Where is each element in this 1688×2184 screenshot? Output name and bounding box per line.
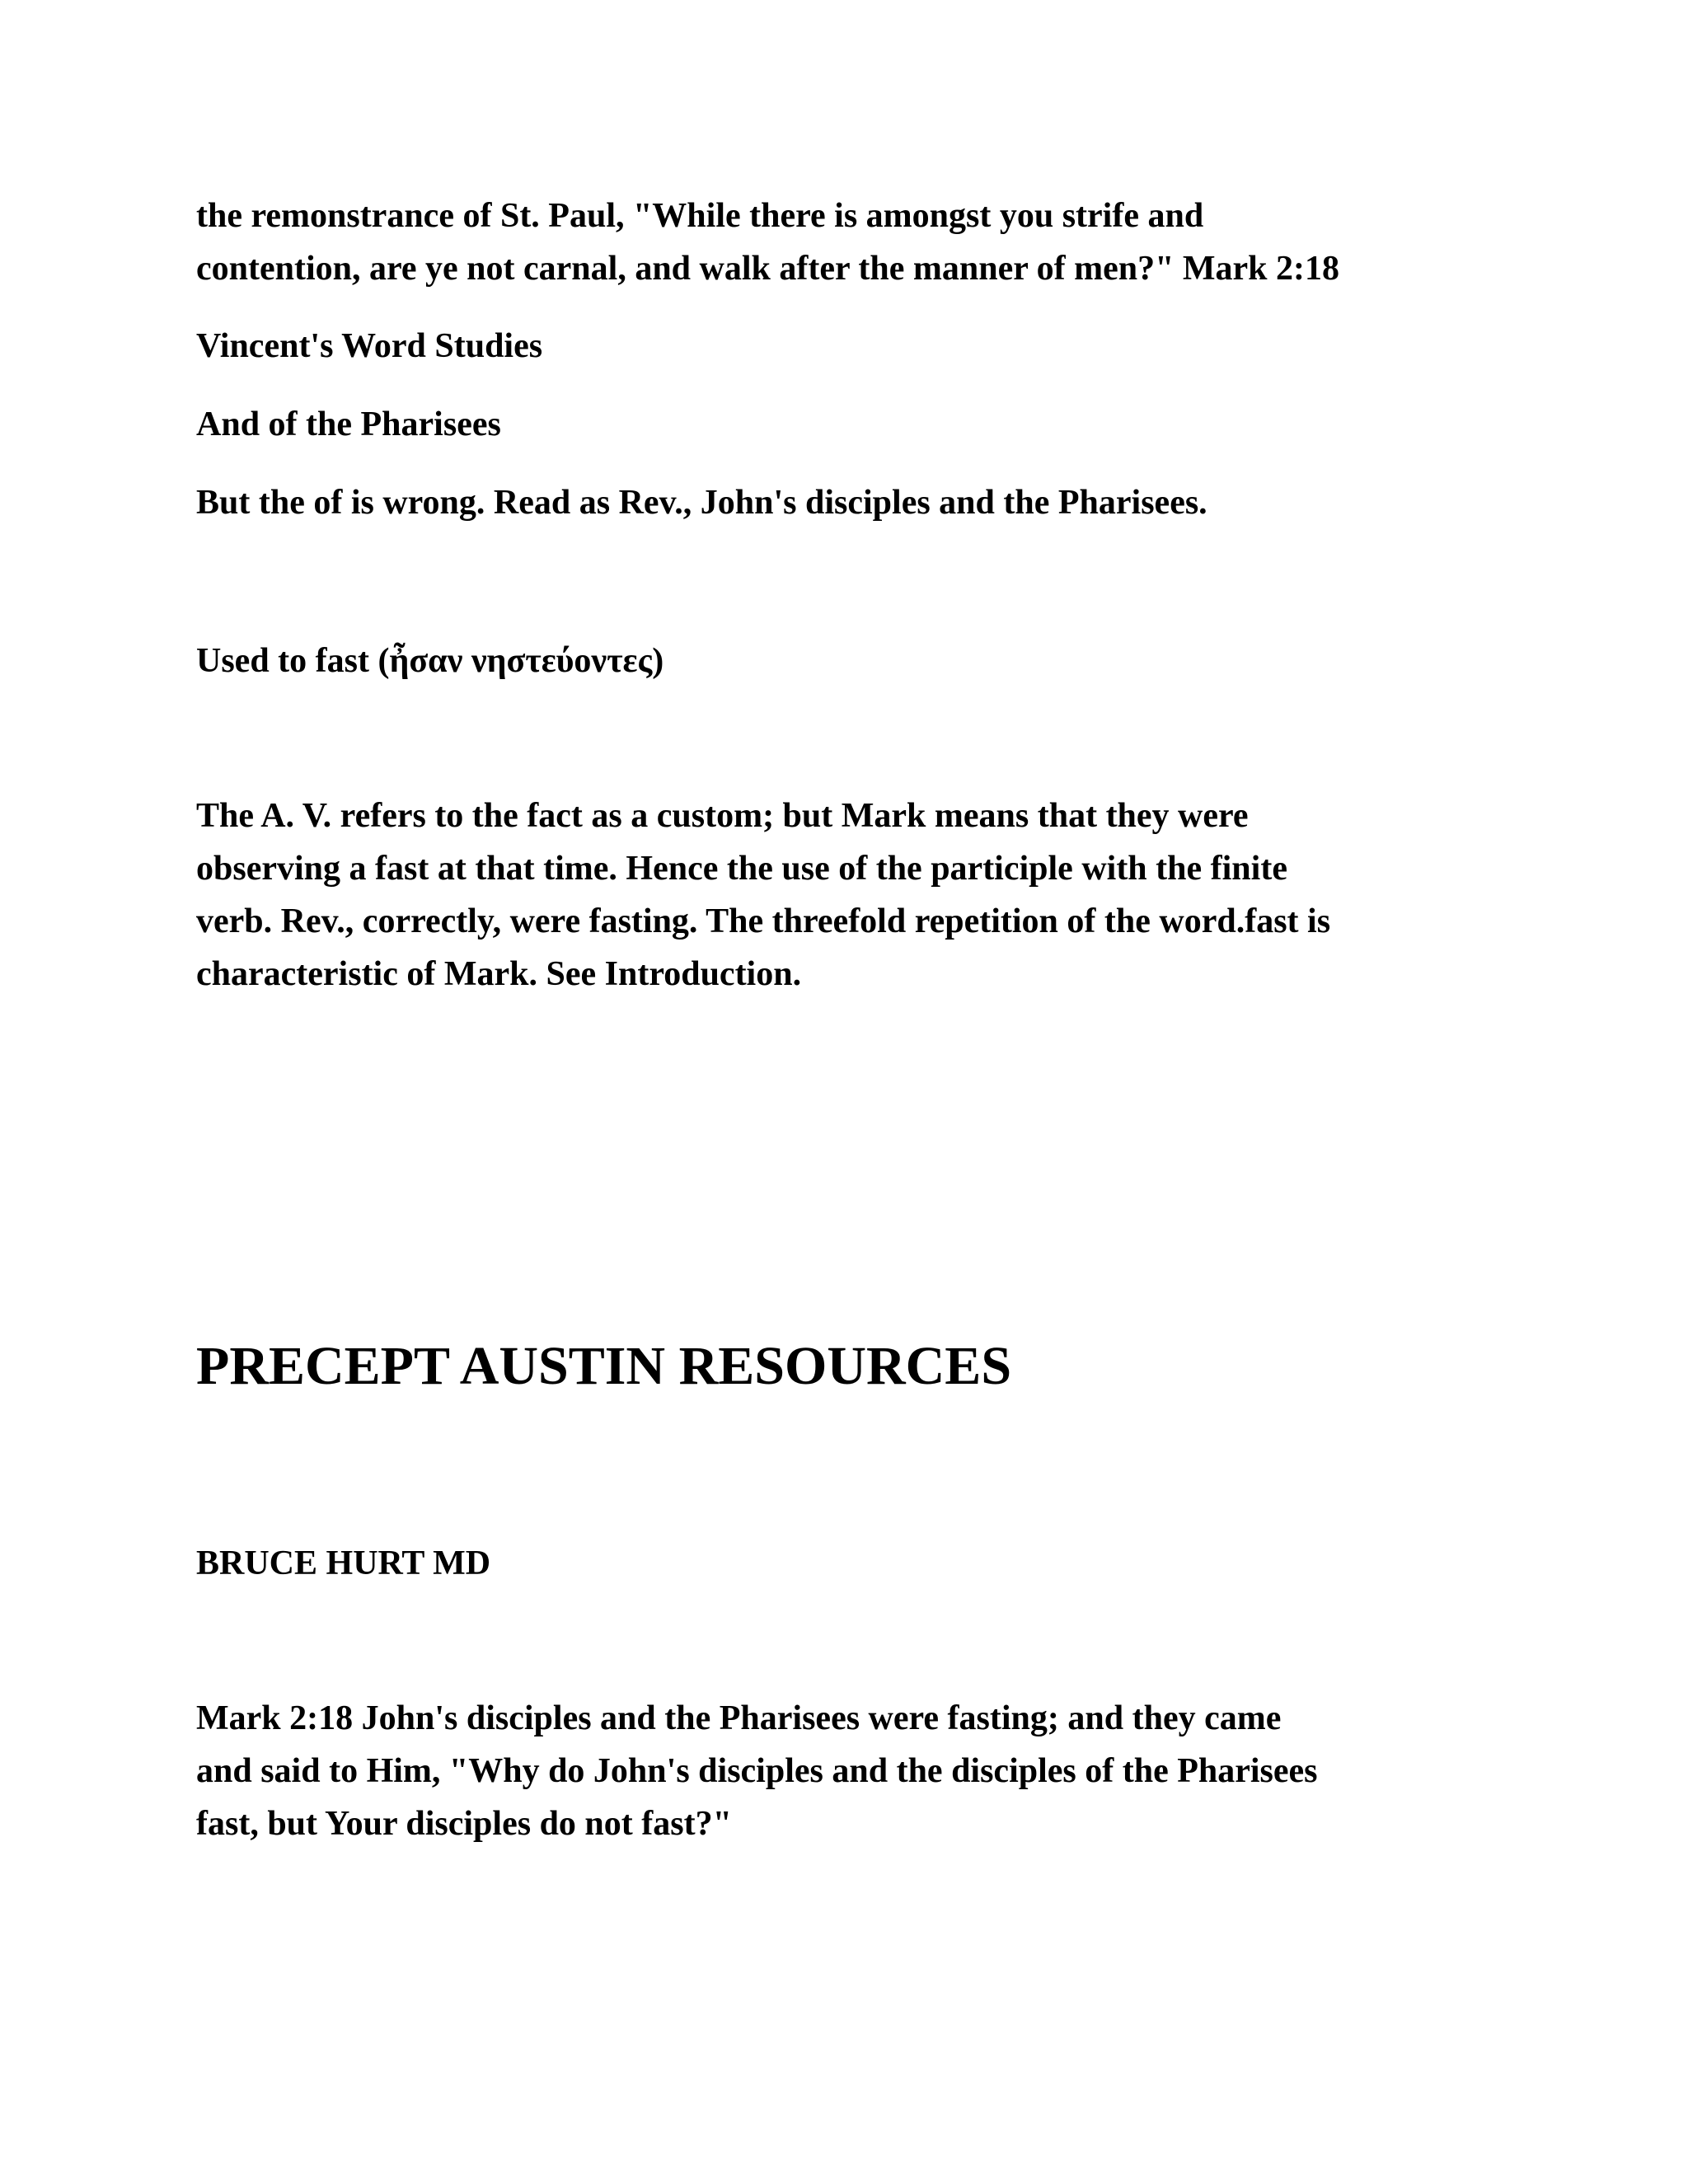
- paragraph-verse: [196, 1692, 1482, 1850]
- text-line: verb. Rev., correctly, were fasting. The threefold repetition of the word.fast is: [196, 902, 1331, 940]
- author-name: BRUCE HURT MD: [196, 1544, 491, 1582]
- text-line: the remonstrance of St. Paul, "While there is amongst you strife and: [196, 197, 1204, 235]
- used-to-fast-heading: Used to fast (ἦσαν νηστεύοντες): [196, 642, 664, 680]
- text-line: characteristic of Mark. See Introduction.: [196, 955, 802, 993]
- phrase-heading: And of the Pharisees: [196, 405, 501, 443]
- text-line: Mark 2:18 John's disciples and the Pharisees were fasting; and they came: [196, 1699, 1282, 1737]
- text-line: fast, but Your disciples do not fast?": [196, 1805, 732, 1843]
- paragraph-av-note: [196, 790, 1482, 1001]
- source-title: Vincent's Word Studies: [196, 327, 543, 365]
- text-line: and said to Him, "Why do John's disciples and the disciples of the Pharisees: [196, 1752, 1318, 1790]
- phrase-note: But the of is wrong. Read as Rev., John's disciples and the Pharisees.: [196, 484, 1207, 522]
- paragraph-remonstrance: [196, 190, 1482, 295]
- text-line: contention, are ye not carnal, and walk after the manner of men?" Mark 2:18: [196, 250, 1340, 288]
- text-line: observing a fast at that time. Hence the use of the participle with the finite: [196, 850, 1287, 888]
- section-title: PRECEPT AUSTIN RESOURCES: [196, 1336, 1012, 1396]
- text-line: The A. V. refers to the fact as a custom; but Mark means that they were: [196, 797, 1249, 835]
